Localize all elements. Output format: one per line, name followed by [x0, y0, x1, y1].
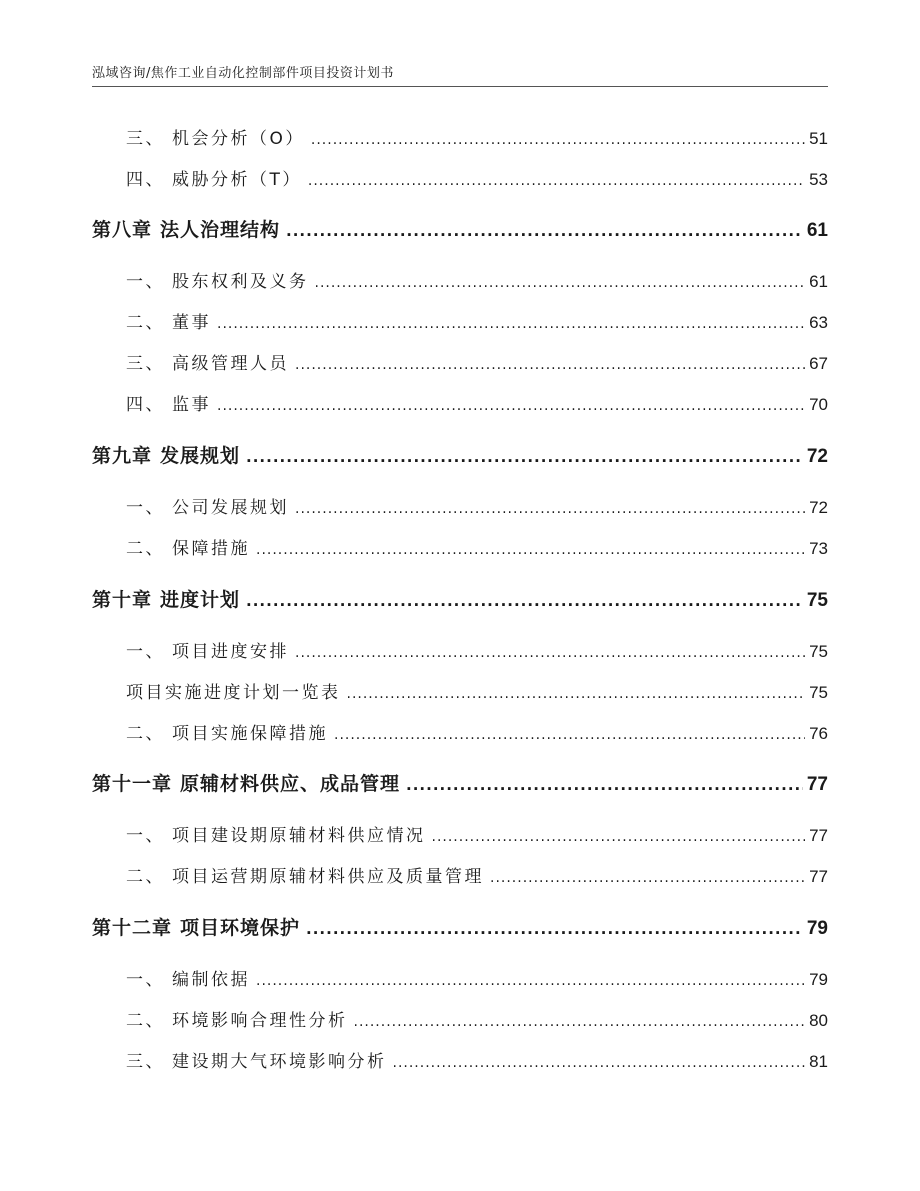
toc-entry[interactable] [126, 965, 828, 990]
toc-entry[interactable] [126, 267, 828, 292]
toc-page-number: 53 [809, 170, 828, 189]
toc-chapter-title: 项目环境保护 [180, 917, 301, 939]
toc-entry-title: 项目实施进度计划一览表 [126, 683, 341, 703]
toc-entry-number: 三、 [126, 1052, 165, 1072]
toc-entry-title: 编制依据 [172, 970, 250, 990]
toc-page-number: 79 [809, 970, 828, 989]
toc-leader [295, 501, 805, 517]
toc-leader [311, 132, 805, 148]
toc-entry-title: 高级管理人员 [172, 354, 289, 374]
toc-page-number: 79 [806, 918, 828, 939]
toc-entry-number: 四、 [126, 170, 165, 190]
toc-chapter-number: 第九章 [92, 445, 153, 467]
toc-entry-number: 二、 [126, 724, 165, 744]
toc-chapter-title: 法人治理结构 [160, 219, 281, 241]
toc-page-number: 51 [809, 129, 828, 148]
toc-entry-number: 二、 [126, 1011, 165, 1031]
toc-page-number: 67 [809, 354, 828, 373]
toc-leader [354, 1014, 806, 1030]
toc-entry-title: 项目实施保障措施 [172, 724, 328, 744]
toc-entry-number: 一、 [126, 272, 165, 292]
toc-entry[interactable] [126, 862, 828, 887]
toc-page-number: 61 [809, 272, 828, 291]
toc-entry-title: 董事 [172, 313, 211, 333]
toc-chapter[interactable] [92, 913, 828, 940]
toc-entry[interactable] [126, 1006, 828, 1031]
toc-page-number: 77 [809, 867, 828, 886]
toc-entry[interactable] [126, 349, 828, 374]
toc-entry[interactable] [126, 308, 828, 333]
toc-page-number: 61 [806, 220, 828, 241]
toc-entry-title: 项目建设期原辅材料供应情况 [172, 826, 426, 846]
toc-leader [334, 727, 805, 743]
toc-entry-number: 二、 [126, 867, 165, 887]
toc-leader [295, 645, 805, 661]
toc-entry-title: 项目运营期原辅材料供应及质量管理 [172, 867, 484, 887]
toc-leader [217, 398, 805, 414]
toc-page-number: 75 [809, 683, 828, 702]
toc-chapter[interactable] [92, 215, 828, 242]
toc-page-number: 63 [809, 313, 828, 332]
toc-entry-title: 公司发展规划 [172, 498, 289, 518]
toc-leader [217, 316, 805, 332]
toc-entry[interactable] [126, 165, 828, 190]
toc-entry[interactable] [126, 821, 828, 846]
toc-page-number: 80 [809, 1011, 828, 1030]
toc-entry-number: 三、 [126, 354, 165, 374]
toc-entry[interactable] [126, 719, 828, 744]
header-divider [92, 86, 828, 87]
toc-page-number: 72 [809, 498, 828, 517]
toc-leader [406, 776, 803, 794]
toc-leader [347, 686, 806, 702]
toc-leader [256, 973, 805, 989]
toc-entry-number: 二、 [126, 313, 165, 333]
toc-page-number: 76 [809, 724, 828, 743]
toc-leader [295, 357, 805, 373]
toc-leader [432, 829, 806, 845]
toc-entry-number: 一、 [126, 970, 165, 990]
toc-chapter-number: 第十一章 [92, 773, 173, 795]
toc-entry-number: 三、 [126, 129, 165, 149]
toc-entry[interactable] [126, 493, 828, 518]
toc-page-number: 75 [806, 590, 828, 611]
toc-page-number: 72 [806, 446, 828, 467]
toc-chapter-title: 原辅材料供应、成品管理 [180, 773, 401, 795]
toc-leader [315, 275, 806, 291]
toc-entry-number: 四、 [126, 395, 165, 415]
toc-entry-title: 建设期大气环境影响分析 [172, 1052, 387, 1072]
toc-chapter-number: 第十章 [92, 589, 153, 611]
toc-chapter-number: 第十二章 [92, 917, 173, 939]
toc-leader [286, 222, 803, 240]
toc-leader [306, 920, 803, 938]
toc-chapter[interactable] [92, 585, 828, 612]
toc-chapter[interactable] [92, 441, 828, 468]
toc-leader [246, 448, 803, 466]
toc-entry-title: 威胁分析（T） [172, 170, 302, 190]
toc-leader [393, 1055, 806, 1071]
toc-entry[interactable] [126, 390, 828, 415]
toc-entry-title: 监事 [172, 395, 211, 415]
toc-leader [490, 870, 805, 886]
toc-entry-title: 项目进度安排 [172, 642, 289, 662]
toc-entry[interactable] [126, 124, 828, 149]
toc-entry[interactable] [126, 678, 828, 703]
toc-leader [256, 542, 805, 558]
toc-page-number: 77 [806, 774, 828, 795]
toc-entry-number: 一、 [126, 826, 165, 846]
toc-page-number: 77 [809, 826, 828, 845]
toc-entry[interactable] [126, 1047, 828, 1072]
toc-leader [308, 173, 805, 189]
toc-page-number: 73 [809, 539, 828, 558]
toc-chapter-number: 第八章 [92, 219, 153, 241]
toc-entry-title: 保障措施 [172, 539, 250, 559]
toc-entry-number: 二、 [126, 539, 165, 559]
toc-entry-number: 一、 [126, 498, 165, 518]
toc-chapter[interactable] [92, 769, 828, 796]
toc-entry[interactable] [126, 534, 828, 559]
toc-entry-title: 环境影响合理性分析 [172, 1011, 348, 1031]
toc-leader [246, 592, 803, 610]
toc-page-number: 81 [809, 1052, 828, 1071]
page-header: 泓域咨询/焦作工业自动化控制部件项目投资计划书 [92, 66, 394, 81]
toc-entry[interactable] [126, 637, 828, 662]
toc-entry-number: 一、 [126, 642, 165, 662]
toc-entry-title: 股东权利及义务 [172, 272, 309, 292]
toc-entry-title: 机会分析（O） [172, 129, 305, 149]
toc-page-number: 75 [809, 642, 828, 661]
toc-chapter-title: 进度计划 [160, 589, 241, 611]
toc-page-number: 70 [809, 395, 828, 414]
toc-chapter-title: 发展规划 [160, 445, 241, 467]
